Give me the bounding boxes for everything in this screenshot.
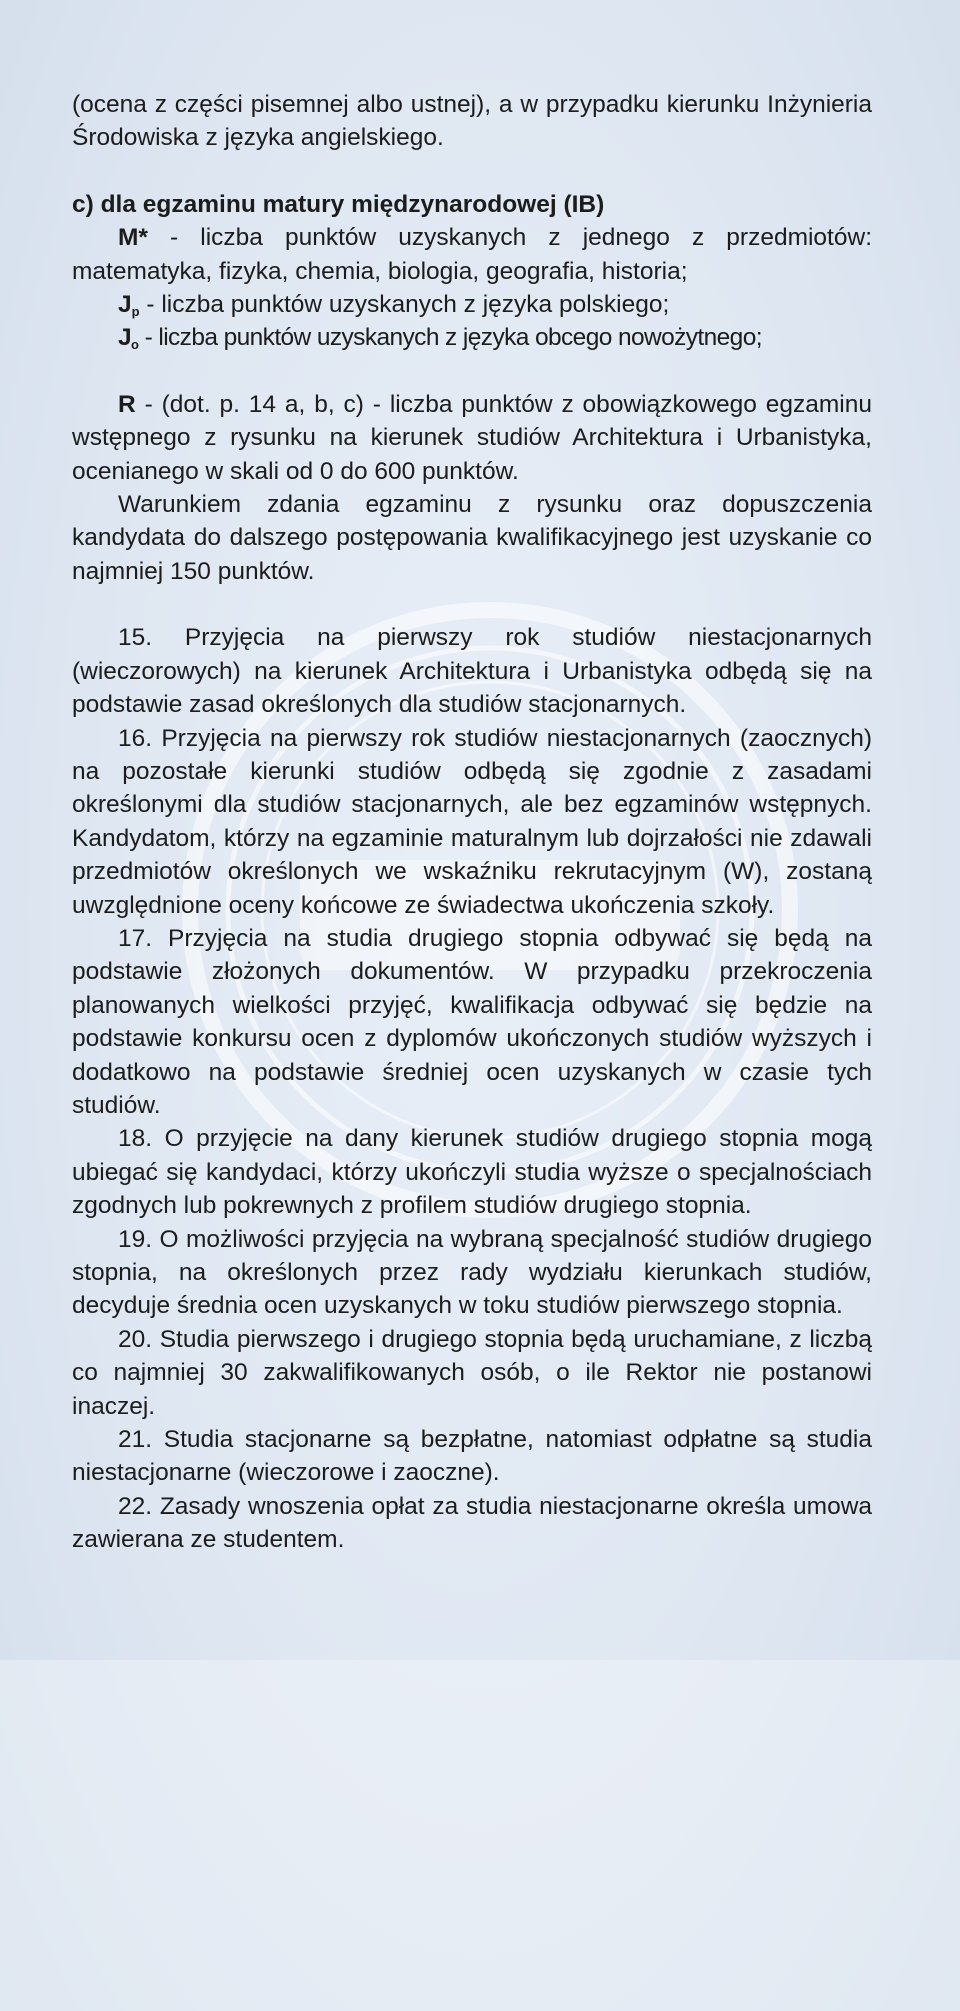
item-text: Studia stacjonarne są bezpłatne, natomiast odpłatne są studia niestacjonarne (wieczorowe i zaoczne). [72, 1426, 872, 1487]
list-item-16 [72, 722, 872, 922]
list-item-22 [72, 1490, 872, 1557]
list-item-19 [72, 1223, 872, 1323]
symbol-jp-subscript: p [131, 304, 140, 320]
definition-m-text: - liczba punktów uzyskanych z jednego z przedmiotów: matematyka, fizyka, chemia, biologia, geografia, historia; [72, 224, 872, 285]
item-text: O możliwości przyjęcia na wybraną specjalność studiów drugiego stopnia, na określonych przez rady wydziału kierunkach studiów, decyduje średnia ocen uzyskanych w toku studiów pierwszego stopnia. [72, 1225, 872, 1320]
item-number: 19. [118, 1225, 153, 1253]
definition-jo [72, 321, 872, 354]
definition-r [72, 388, 872, 488]
list-item-15 [72, 621, 872, 721]
document-body [72, 88, 872, 1557]
list-item-21 [72, 1423, 872, 1490]
item-number: 15. [118, 624, 153, 652]
definition-jp [72, 288, 872, 321]
symbol-m: M* [118, 224, 148, 252]
intro-continuation: (ocena z części pisemnej albo ustnej), a w przypadku kierunku Inżynieria Środowiska z języka angielskiego. [72, 91, 872, 152]
item-number: 18. [118, 1125, 153, 1153]
spacer [72, 355, 872, 388]
symbol-jo-subscript: o [131, 337, 139, 353]
symbol-jp: J [118, 291, 132, 319]
definition-r-text: - (dot. p. 14 a, b, c) - liczba punktów z obowiązkowego egzaminu wstępnego z rysunku na kierunek studiów Architektura i Urbanistyka, ocenianego w skali od 0 do 600 punktów. [72, 390, 872, 485]
list-item-17 [72, 922, 872, 1122]
definition-m [72, 221, 872, 288]
list-item-20 [72, 1323, 872, 1423]
section-c-heading: c) dla egzaminu matury międzynarodowej (IB) [72, 190, 605, 218]
symbol-r: R [118, 390, 136, 418]
definition-jo-text: - liczba punktów uzyskanych z języka obcego nowożytnego; [138, 324, 762, 352]
item-number: 20. [118, 1325, 153, 1353]
item-number: 21. [118, 1426, 153, 1454]
item-number: 16. [118, 724, 153, 752]
list-item-18 [72, 1122, 872, 1222]
symbol-jo: J [118, 324, 132, 352]
spacer [72, 588, 872, 621]
item-text: Studia pierwszego i drugiego stopnia będą uruchamiane, z liczbą co najmniej 30 zakwalifikowanych osób, o ile Rektor nie postanowi inaczej. [72, 1325, 872, 1420]
item-text: O przyjęcie na dany kierunek studiów drugiego stopnia mogą ubiegać się kandydaci, którzy ukończyli studia wyższe o specjalnościach zgodnych lub pokrewnych z profilem studiów drugiego stopnia. [72, 1125, 872, 1220]
drawing-exam-condition: Warunkiem zdania egzaminu z rysunku oraz dopuszczenia kandydata do dalszego postępowania kwalifikacyjnego jest uzyskanie co najmniej 150 punktów. [72, 491, 872, 585]
definition-jp-text: - liczba punktów uzyskanych z języka polskiego; [139, 291, 670, 319]
item-number: 22. [118, 1492, 153, 1520]
spacer [72, 155, 872, 188]
item-text: Zasady wnoszenia opłat za studia niestacjonarne określa umowa zawierana ze studentem. [72, 1492, 873, 1554]
item-text: Przyjęcia na studia drugiego stopnia odbywać się będą na podstawie złożonych dokumentów. W przypadku przekroczenia planowanych wielkości przyjęć, kwalifikacja odbywać się będzie na podstawie konkursu ocen z dyplomów ukończonych studiów wyższych i dodatkowo na podstawie średniej ocen uzyskanych w czasie tych studiów. [72, 924, 872, 1119]
item-number: 17. [118, 924, 153, 952]
item-text: Przyjęcia na pierwszy rok studiów niestacjonarnych (zaocznych) na pozostałe kierunki studiów odbędą się zgodnie z zasadami określonymi dla studiów stacjonarnych, ale bez egzaminów wstępnych. Kandydatom, którzy na egzaminie maturalnym lub dojrzałości nie zdawali przedmiotów określonych we wskaźniku rekrutacyjnym (W), zostaną uwzględnione oceny końcowe ze świadectwa ukończenia szkoły. [72, 724, 872, 919]
item-text: Przyjęcia na pierwszy rok studiów niestacjonarnych (wieczorowych) na kierunek Architektura i Urbanistyka odbędą się na podstawie zasad określonych dla studiów stacjonarnych. [72, 624, 872, 719]
